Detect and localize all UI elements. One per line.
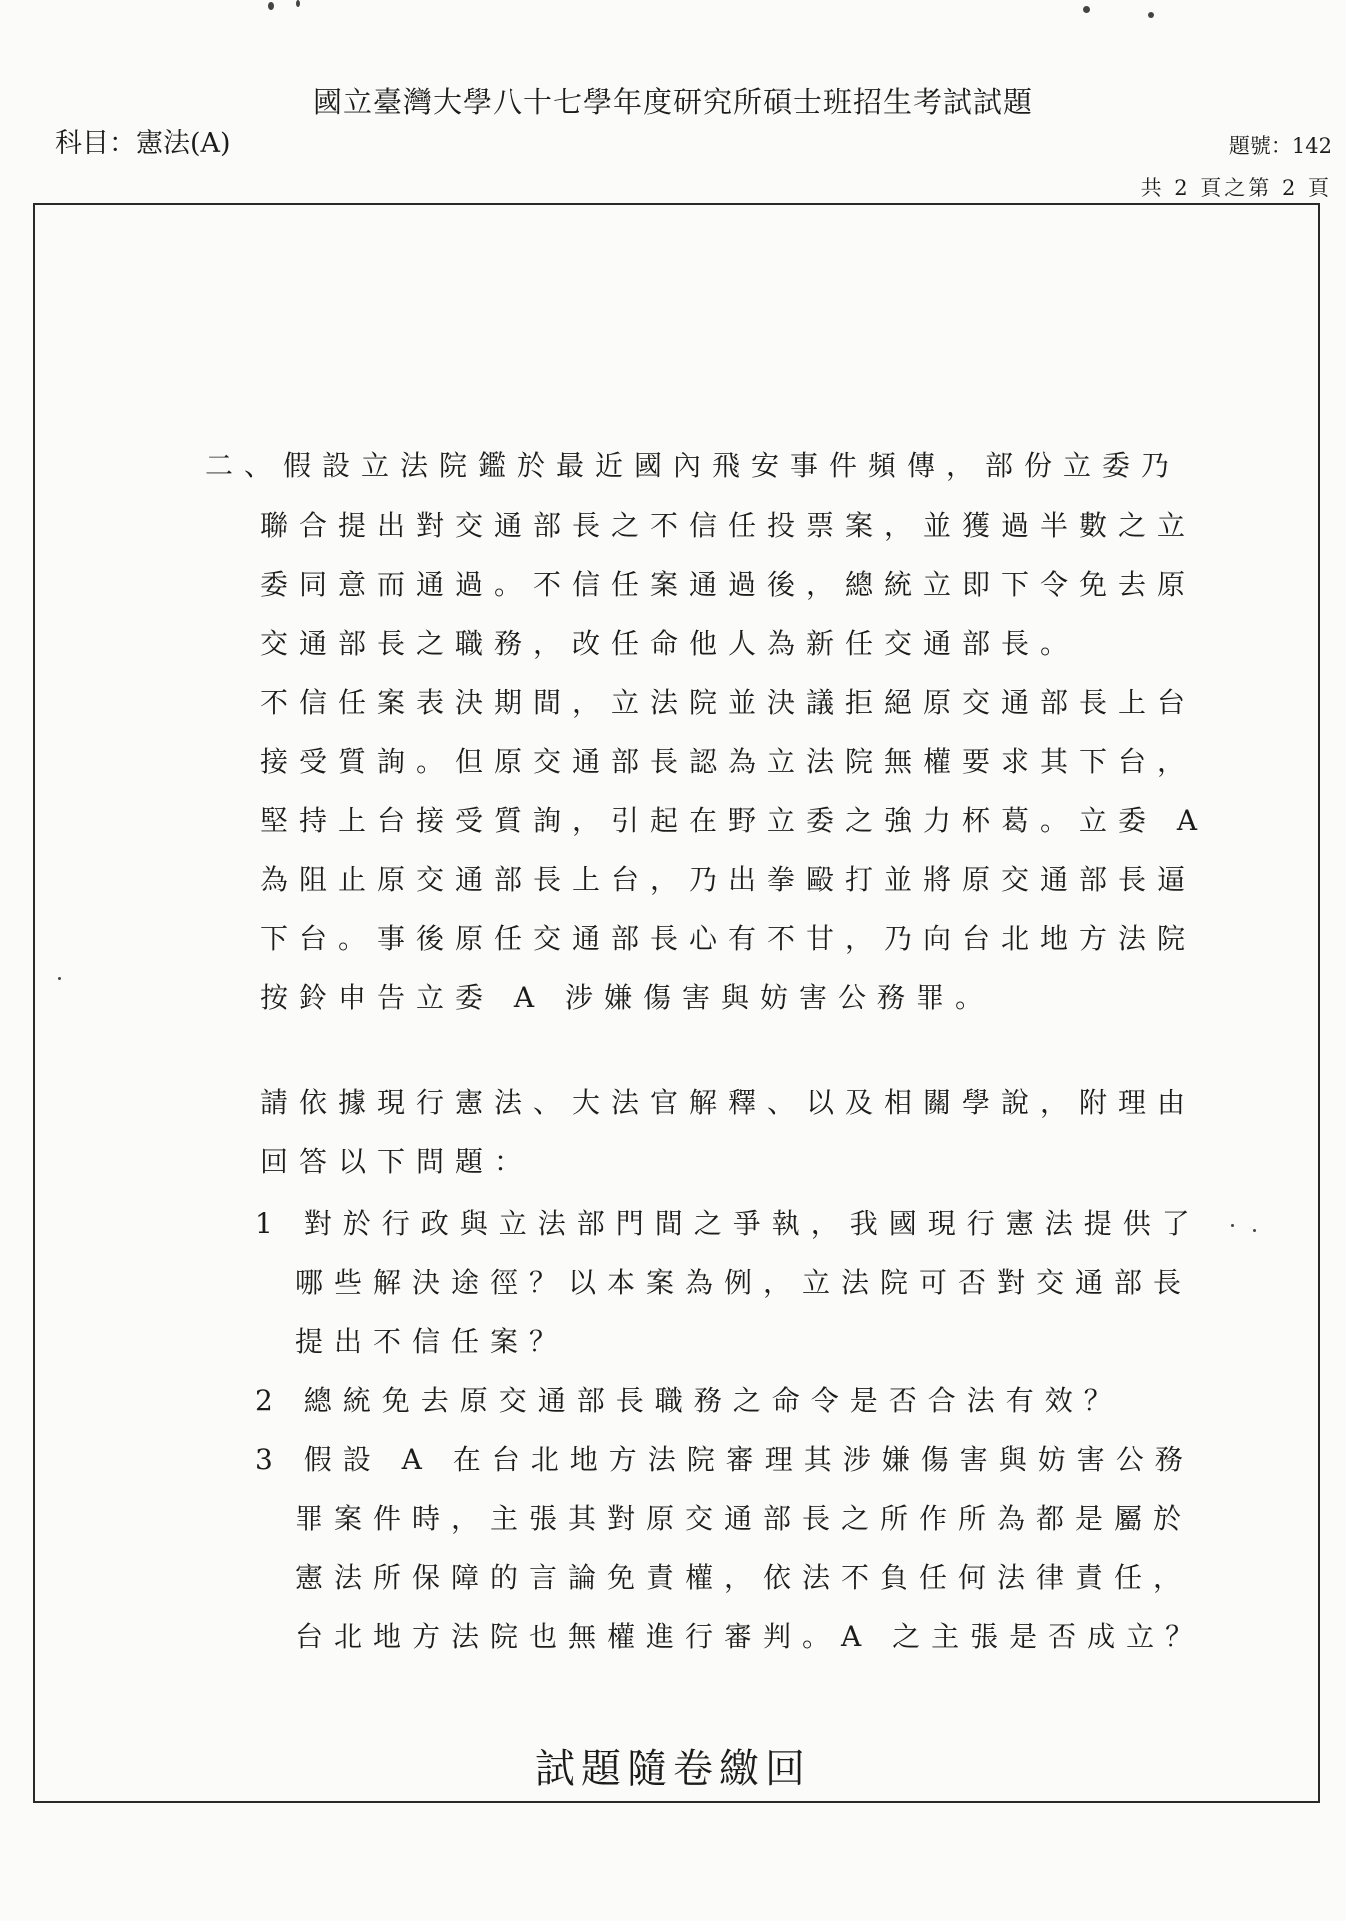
instruction-line: 回答以下問題： [260, 1145, 534, 1178]
question-line: 下台。事後原任交通部長心有不甘，乃向台北地方法院 [260, 922, 1197, 955]
sub-question-line: 2 總統免去原交通部長職務之命令是否合法有效？ [255, 1384, 1123, 1417]
page-indicator: 共 2 頁之第 2 頁 [1140, 176, 1332, 200]
sub-question-line: 提出不信任案？ [295, 1325, 569, 1358]
scan-speck [1148, 12, 1154, 18]
sub-question-line: 台北地方法院也無權進行審判。A 之主張是否成立？ [295, 1620, 1205, 1653]
question-line: 二、假設立法院鑑於最近國內飛安事件頻傳，部份立委乃 [205, 449, 1181, 482]
subject-label: 科目：憲法(A) [55, 128, 231, 159]
scan-speck [296, 0, 300, 7]
question-line: 為阻止原交通部長上台，乃出拳毆打並將原交通部長逼 [260, 863, 1197, 896]
sub-question-line: 1 對於行政與立法部門間之爭執，我國現行憲法提供了 [255, 1207, 1201, 1240]
question-line: 堅持上台接受質詢，引起在野立委之強力杯葛。立委 A [260, 804, 1209, 837]
question-line: 按鈴申告立委 A 涉嫌傷害與妨害公務罪。 [260, 981, 995, 1014]
question-line: 交通部長之職務，改任命他人為新任交通部長。 [260, 627, 1080, 660]
closing-note: 試題隨卷繳回 [535, 1746, 811, 1792]
scan-speck [58, 977, 61, 980]
sub-question-line: 憲法所保障的言論免責權，依法不負任何法律責任， [295, 1561, 1193, 1594]
sub-question-line: 3 假設 A 在台北地方法院審理其涉嫌傷害與妨害公務 [255, 1443, 1194, 1476]
question-number: 題號：142 [1228, 134, 1332, 158]
scan-speck [1231, 1224, 1234, 1227]
sub-question-line: 哪些解決途徑？以本案為例，立法院可否對交通部長 [295, 1266, 1193, 1299]
question-line: 委同意而通過。不信任案通過後，總統立即下令免去原 [260, 568, 1197, 601]
scan-speck [1253, 1229, 1256, 1232]
question-line: 不信任案表決期間，立法院並決議拒絕原交通部長上台 [260, 686, 1197, 719]
instruction-line: 請依據現行憲法、大法官解釋、以及相關學說，附理由 [260, 1086, 1197, 1119]
scan-speck [1083, 6, 1090, 13]
question-line: 接受質詢。但原交通部長認為立法院無權要求其下台， [260, 745, 1197, 778]
scan-speck [268, 2, 274, 10]
question-line: 聯合提出對交通部長之不信任投票案，並獲過半數之立 [260, 509, 1197, 542]
sub-question-line: 罪案件時，主張其對原交通部長之所作所為都是屬於 [295, 1502, 1193, 1535]
exam-title: 國立臺灣大學八十七學年度研究所碩士班招生考試試題 [312, 85, 1033, 119]
